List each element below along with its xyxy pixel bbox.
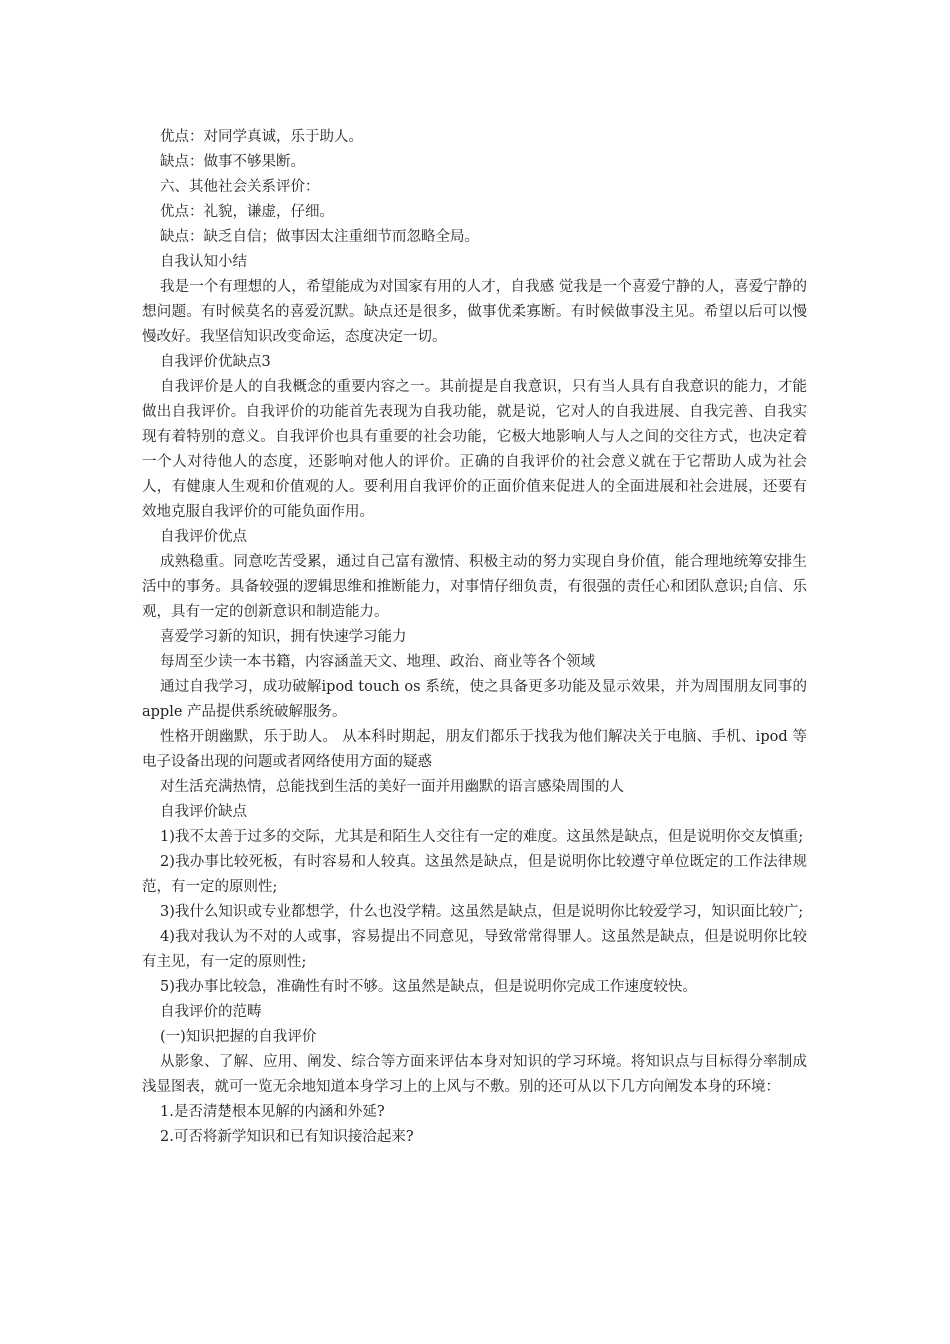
- list-item: 1.是否清楚根本见解的内涵和外延?: [160, 1104, 385, 1120]
- paragraph: 优点：对同学真诚，乐于助人。: [160, 129, 363, 145]
- section-heading: 自我评价优缺点3: [160, 354, 271, 370]
- paragraph: 缺点：做事不够果断。: [160, 154, 305, 170]
- paragraph: 通过自我学习，成功破解ipod touch os 系统，使之具备更多功能及显示效果，并为周围朋友同事的apple 产品提供系统破解服务。: [142, 679, 807, 720]
- list-item: 4)我对我认为不对的人或事，容易提出不同意见，导致常常得罪人。这虽然是缺点，但是说明你比较有主见，有一定的原则性;: [142, 929, 807, 970]
- section-heading: 自我认知小结: [160, 254, 247, 270]
- subsection-heading: (一)知识把握的自我评价: [160, 1029, 317, 1045]
- paragraph: 对生活充满热情，总能找到生活的美好一面并用幽默的语言感染周围的人: [160, 779, 624, 795]
- list-item: 5)我办事比较急，准确性有时不够。这虽然是缺点，但是说明你完成工作速度较快。: [160, 979, 697, 995]
- paragraph: 从影象、了解、应用、阐发、综合等方面来评估本身对知识的学习环境。将知识点与目标得分率制成浅显图表，就可一览无余地知道本身学习上的上风与不敷。别的还可从以下几方向阐发本身的环境：: [142, 1054, 807, 1095]
- section-heading: 六、其他社会关系评价：: [160, 179, 320, 195]
- paragraph: 缺点：缺乏自信；做事因太注重细节而忽略全局。: [160, 229, 479, 245]
- paragraph: 成熟稳重。同意吃苦受累，通过自己富有激情、积极主动的努力实现自身价值，能合理地统筹安排生活中的事务。具备较强的逻辑思维和推断能力，对事情仔细负责，有很强的责任心和团队意识;自信、乐观，具有一定的创新意识和制造能力。: [142, 554, 807, 620]
- list-item: 3)我什么知识或专业都想学，什么也没学精。这虽然是缺点，但是说明你比较爱学习，知识面比较广;: [160, 904, 804, 920]
- paragraph: 性格开朗幽默，乐于助人。 从本科时期起，朋友们都乐于找我为他们解决关于电脑、手机、ipod 等电子设备出现的问题或者网络使用方面的疑惑: [142, 729, 807, 770]
- list-item: 2.可否将新学知识和已有知识接洽起来?: [160, 1129, 414, 1145]
- section-heading: 自我评价的范畴: [160, 1004, 262, 1020]
- list-item: 2)我办事比较死板，有时容易和人较真。这虽然是缺点，但是说明你比较遵守单位既定的工作法律规范，有一定的原则性;: [142, 854, 807, 895]
- list-item: 1)我不太善于过多的交际，尤其是和陌生人交往有一定的难度。这虽然是缺点，但是说明你交友慎重;: [160, 829, 804, 845]
- section-heading: 自我评价缺点: [160, 804, 247, 820]
- paragraph: 我是一个有理想的人，希望能成为对国家有用的人才，自我感 觉我是一个喜爱宁静的人，喜爱宁静的想问题。有时候莫名的喜爱沉默。缺点还是很多，做事优柔寡断。有时候做事没主见。希望以后可以慢慢改好。我坚信知识改变命运，态度决定一切。: [142, 279, 807, 345]
- paragraph: 每周至少读一本书籍，内容涵盖天文、地理、政治、商业等各个领域: [160, 654, 595, 670]
- paragraph: 喜爱学习新的知识，拥有快速学习能力: [160, 629, 407, 645]
- document-body: [142, 125, 807, 1150]
- paragraph: 优点：礼貌，谦虚，仔细。: [160, 204, 334, 220]
- section-heading: 自我评价优点: [160, 529, 247, 545]
- paragraph: 自我评价是人的自我概念的重要内容之一。其前提是自我意识，只有当人具有自我意识的能力，才能做出自我评价。自我评价的功能首先表现为自我功能，就是说，它对人的自我进展、自我完善、自我实现有着特别的意义。自我评价也具有重要的社会功能，它极大地影响人与人之间的交往方式，也决定着一个人对待他人的态度，还影响对他人的评价。正确的自我评价的社会意义就在于它帮助人成为社会人，有健康人生观和价值观的人。要利用自我评价的正面价值来促进人的全面进展和社会进展，还要有效地克服自我评价的可能负面作用。: [142, 379, 807, 520]
